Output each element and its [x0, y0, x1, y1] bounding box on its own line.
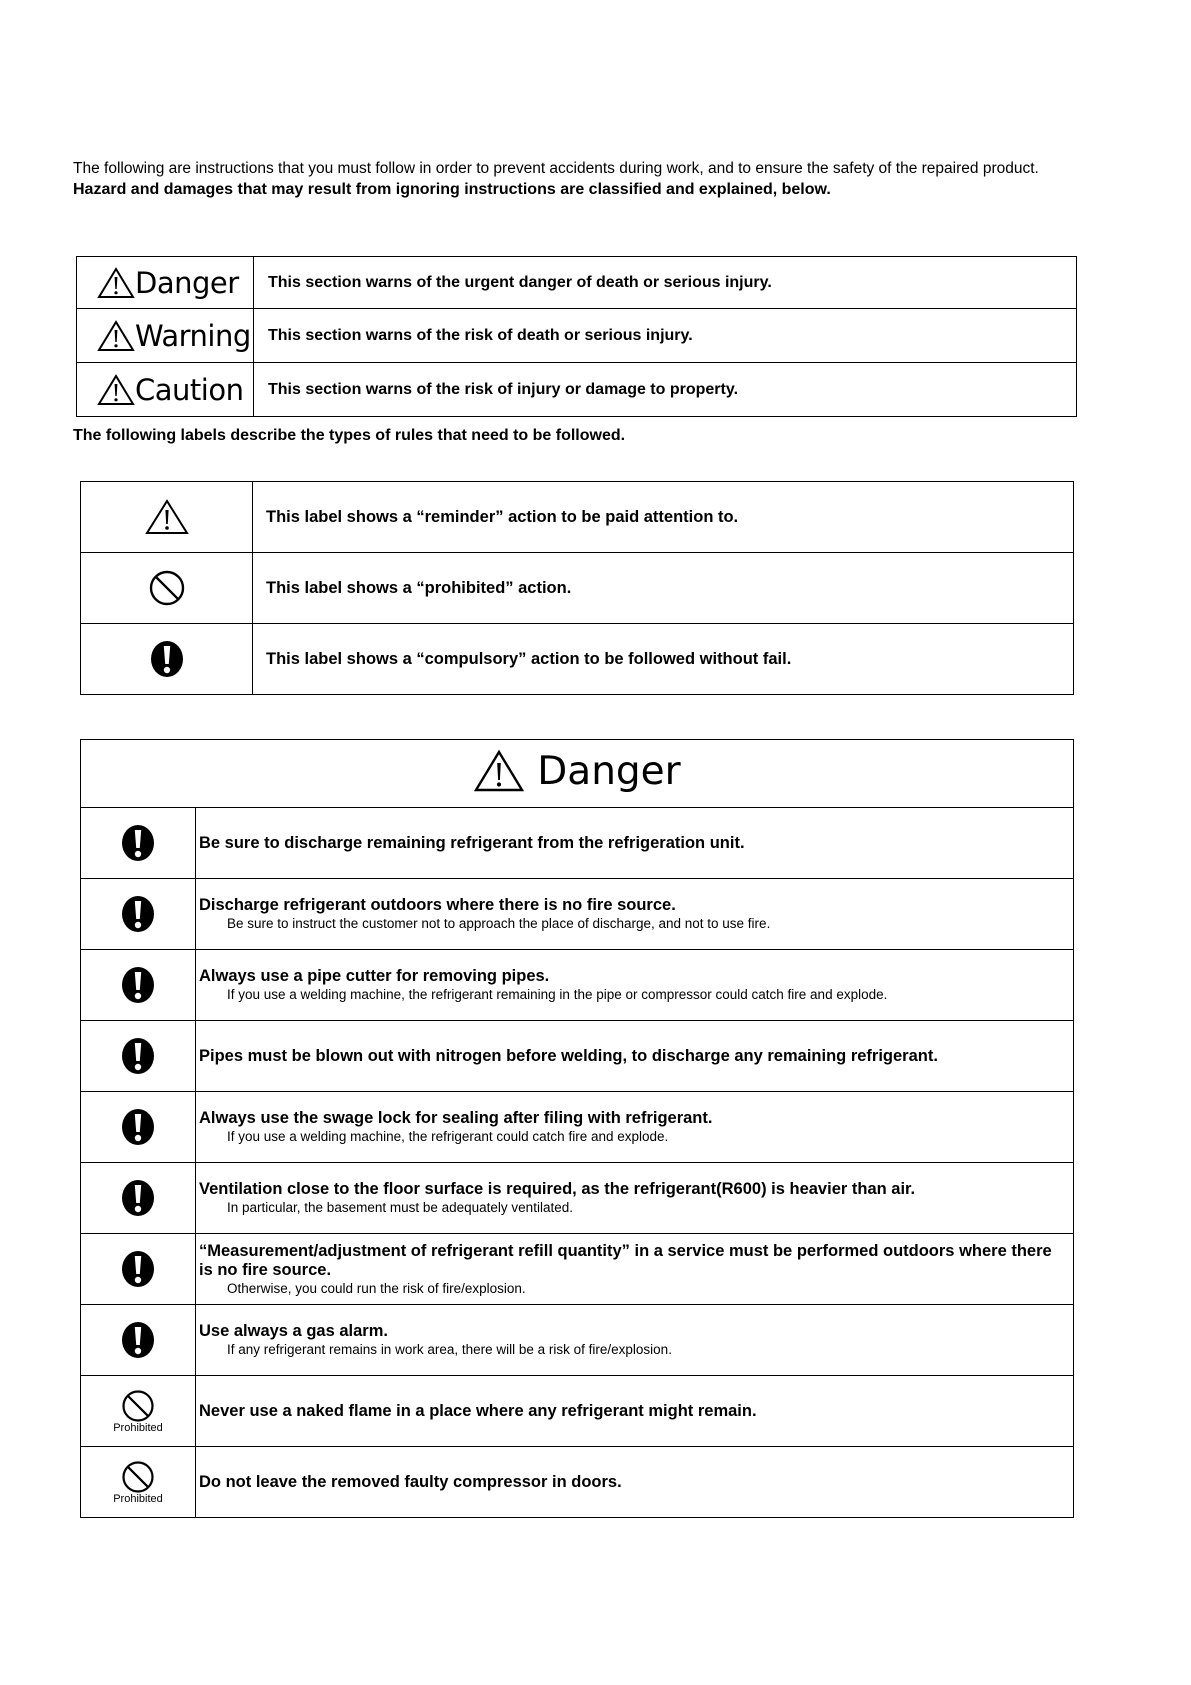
- danger-symbol-cell: [81, 1092, 196, 1163]
- compulsory-icon: [120, 1320, 156, 1360]
- label-type-row: [81, 624, 1074, 695]
- danger-note: If you use a welding machine, the refrigerant could catch fire and explode.: [227, 1129, 669, 1144]
- warning-triangle-icon: [97, 320, 135, 352]
- danger-instruction: Discharge refrigerant outdoors where there is no fire source.: [199, 896, 676, 914]
- danger-header: [81, 740, 1074, 808]
- danger-text-cell: [196, 1234, 1074, 1305]
- hazard-level-row: [77, 309, 1077, 363]
- danger-instruction: Do not leave the removed faulty compressor in doors.: [199, 1472, 622, 1491]
- level-description: This section warns of the risk of death or serious injury.: [254, 309, 1077, 363]
- danger-text-cell: [196, 1376, 1074, 1447]
- prohibited-caption: Prohibited: [113, 1492, 163, 1505]
- danger-row: [81, 1234, 1074, 1305]
- level-description: This section warns of the urgent danger of death or serious injury.: [254, 257, 1077, 309]
- prohibited-icon: [121, 1460, 155, 1494]
- danger-text-cell: [196, 1163, 1074, 1234]
- label-symbol-cell: [81, 482, 253, 553]
- label-description: This label shows a “compulsory” action to be followed without fail.: [253, 624, 1074, 695]
- danger-symbol-cell: [81, 808, 196, 879]
- danger-instruction: Never use a naked flame in a place where any refrigerant might remain.: [199, 1401, 757, 1420]
- danger-note: In particular, the basement must be adequately ventilated.: [227, 1200, 573, 1215]
- hazard-level-row: [77, 363, 1077, 417]
- danger-symbol-cell: [81, 950, 196, 1021]
- danger-table: [80, 739, 1074, 1518]
- compulsory-icon: [120, 965, 156, 1005]
- hazard-level-row: [77, 257, 1077, 309]
- level-cell: [77, 363, 254, 417]
- label-type-row: [81, 482, 1074, 553]
- danger-note: Be sure to instruct the customer not to approach the place of discharge, and not to use fire.: [227, 916, 771, 931]
- intro-hazard-note: Hazard and damages that may result from ignoring instructions are classified and explained, below.: [73, 181, 831, 198]
- danger-instruction: “Measurement/adjustment of refrigerant refill quantity” in a service must be performed outdoors where there is no fire source.: [199, 1241, 1052, 1279]
- warning-triangle-icon: [145, 499, 189, 535]
- danger-row: [81, 808, 1074, 879]
- label-symbol-cell: [81, 624, 253, 695]
- warning-triangle-icon: [473, 749, 525, 793]
- danger-note: Otherwise, you could run the risk of fire/explosion.: [227, 1280, 526, 1296]
- hazard-level-table: [76, 256, 1077, 417]
- danger-row: [81, 950, 1074, 1021]
- danger-text-cell: [196, 808, 1074, 879]
- warning-triangle-icon: [97, 267, 135, 299]
- level-label: Warning: [135, 318, 251, 353]
- danger-row: [81, 1163, 1074, 1234]
- danger-text-cell: [196, 879, 1074, 950]
- danger-row: [81, 879, 1074, 950]
- prohibited-caption: Prohibited: [113, 1421, 163, 1434]
- level-cell: [77, 309, 254, 363]
- danger-text-cell: [196, 1305, 1074, 1376]
- danger-row: [81, 1447, 1074, 1518]
- compulsory-icon: [149, 639, 185, 679]
- compulsory-icon: [120, 1178, 156, 1218]
- warning-triangle-icon: [97, 374, 135, 406]
- level-label: Caution: [135, 372, 244, 407]
- label-type-row: [81, 553, 1074, 624]
- compulsory-icon: [120, 1249, 156, 1289]
- danger-title: Danger: [537, 748, 681, 794]
- label-symbol-cell: [81, 553, 253, 624]
- compulsory-icon: [120, 823, 156, 863]
- danger-symbol-cell: [81, 1305, 196, 1376]
- danger-symbol-cell: [81, 1447, 196, 1518]
- intro-text: The following are instructions that you must follow in order to prevent accidents during work, and to ensure the safety of the repaired product.: [73, 160, 1039, 177]
- prohibited-icon: [121, 1389, 155, 1423]
- danger-symbol-cell: [81, 1234, 196, 1305]
- compulsory-icon: [120, 894, 156, 934]
- intro: [73, 158, 1113, 200]
- prohibited-icon: [148, 569, 186, 607]
- danger-instruction: Be sure to discharge remaining refrigerant from the refrigeration unit.: [199, 833, 745, 852]
- label-description: This label shows a “reminder” action to be paid attention to.: [253, 482, 1074, 553]
- danger-row: [81, 1305, 1074, 1376]
- danger-instruction: Always use the swage lock for sealing after filing with refrigerant.: [199, 1109, 713, 1127]
- danger-symbol-cell: [81, 1021, 196, 1092]
- danger-header-row: [81, 740, 1074, 808]
- label-types-table: [80, 481, 1074, 695]
- danger-instruction: Pipes must be blown out with nitrogen before welding, to discharge any remaining refrigerant.: [199, 1046, 938, 1065]
- danger-note: If any refrigerant remains in work area, there will be a risk of fire/explosion.: [227, 1342, 672, 1357]
- danger-instruction: Ventilation close to the floor surface is required, as the refrigerant(R600) is heavier than air.: [199, 1180, 916, 1198]
- danger-row: [81, 1376, 1074, 1447]
- level-description: This section warns of the risk of injury or damage to property.: [254, 363, 1077, 417]
- danger-symbol-cell: [81, 1163, 196, 1234]
- danger-row: [81, 1092, 1074, 1163]
- level-label: Danger: [135, 265, 239, 300]
- danger-text-cell: [196, 1447, 1074, 1518]
- danger-instruction: Always use a pipe cutter for removing pipes.: [199, 967, 550, 985]
- label-description: This label shows a “prohibited” action.: [253, 553, 1074, 624]
- compulsory-icon: [120, 1036, 156, 1076]
- danger-row: [81, 1021, 1074, 1092]
- compulsory-icon: [120, 1107, 156, 1147]
- danger-note: If you use a welding machine, the refrigerant remaining in the pipe or compressor could catch fire and explode.: [227, 987, 888, 1002]
- danger-symbol-cell: [81, 879, 196, 950]
- danger-text-cell: [196, 950, 1074, 1021]
- danger-text-cell: [196, 1021, 1074, 1092]
- danger-instruction: Use always a gas alarm.: [199, 1322, 388, 1340]
- level-cell: [77, 257, 254, 309]
- danger-text-cell: [196, 1092, 1074, 1163]
- danger-symbol-cell: [81, 1376, 196, 1447]
- labels-heading: The following labels describe the types of rules that need to be followed.: [73, 427, 626, 444]
